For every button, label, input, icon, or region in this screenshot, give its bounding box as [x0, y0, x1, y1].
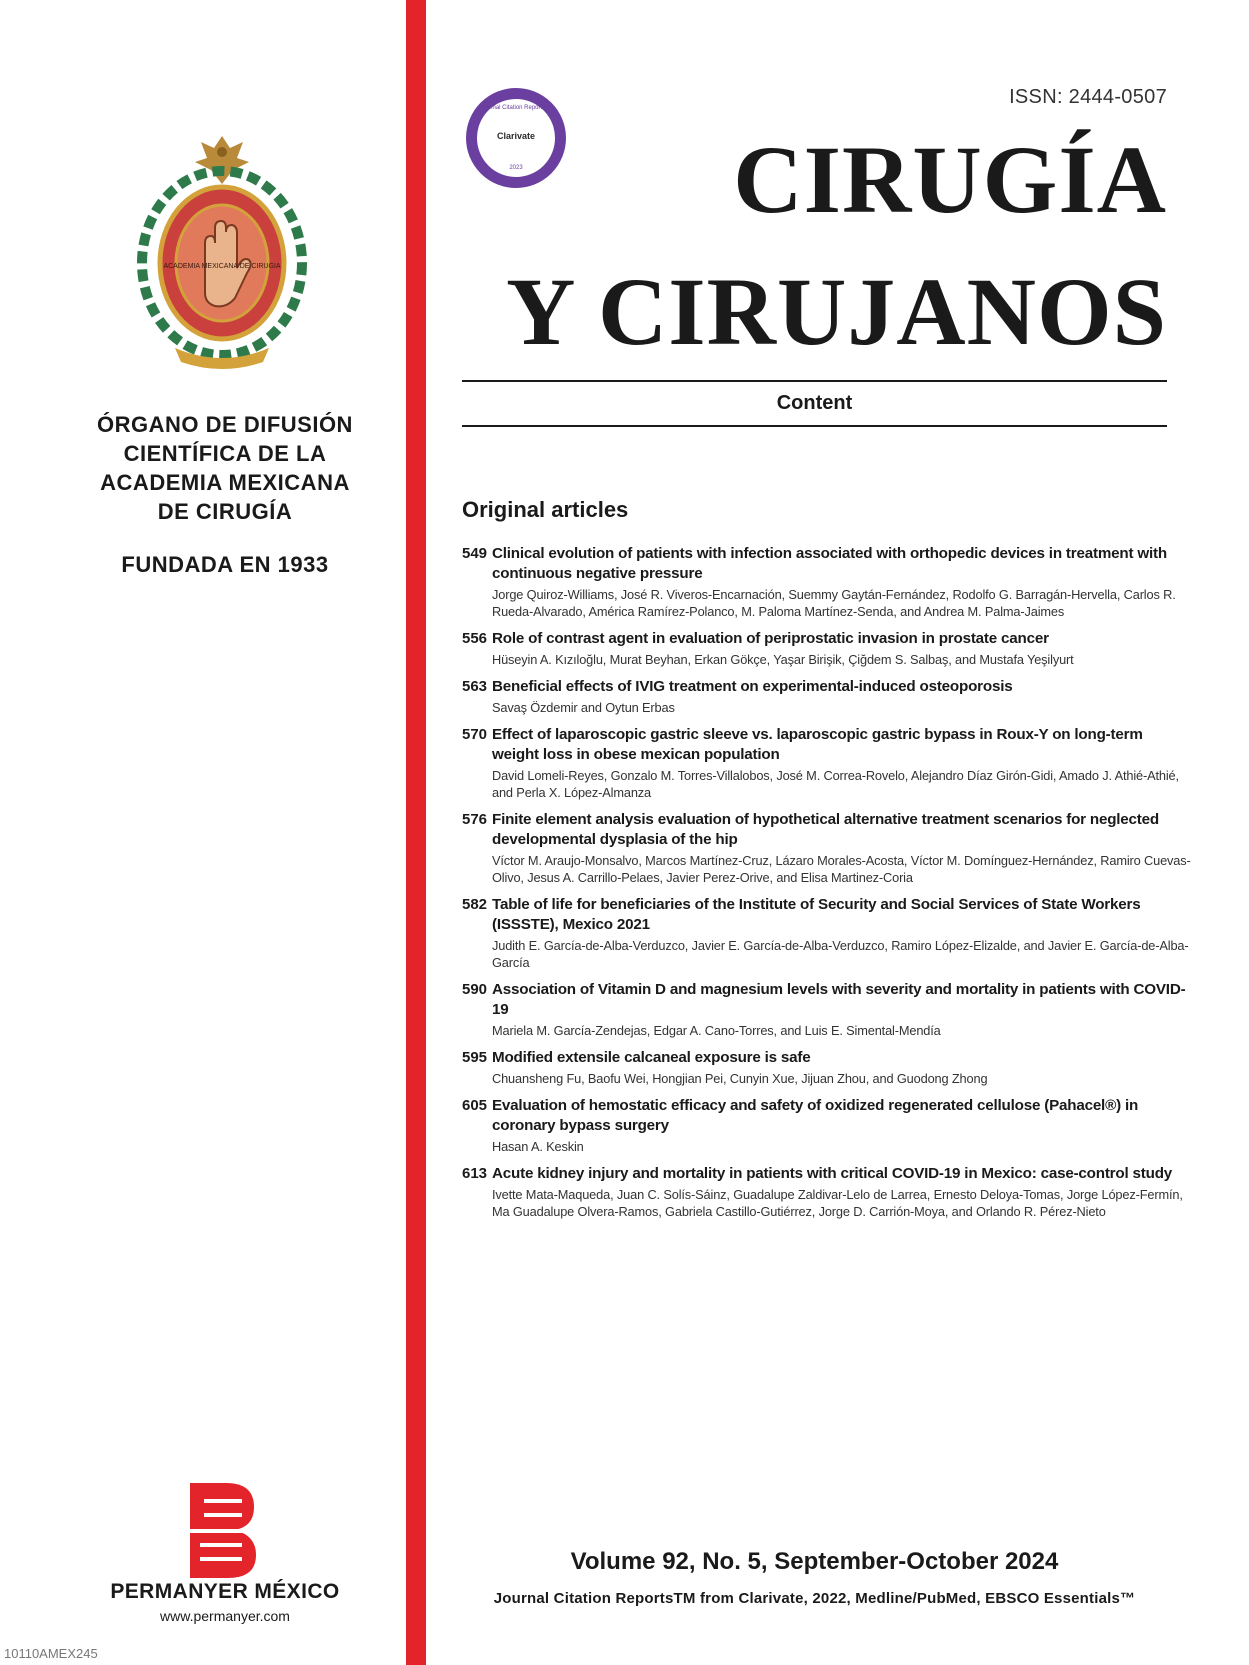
article-page: 576 — [462, 811, 488, 828]
article-page: 605 — [462, 1097, 488, 1114]
article-item — [462, 1096, 1192, 1155]
article-item — [462, 1164, 1192, 1220]
article-page: 595 — [462, 1049, 488, 1066]
publisher-name: PERMANYER MÉXICO — [110, 1580, 340, 1603]
volume-info: Volume 92, No. 5, September-October 2024 — [570, 1548, 1059, 1575]
permanyer-logo-icon — [190, 1483, 256, 1578]
organ-line: DE CIRUGÍA — [157, 499, 293, 524]
article-item — [462, 725, 1192, 801]
article-page: 613 — [462, 1165, 488, 1182]
article-authors: Judith E. García-de-Alba-Verduzco, Javier E. García-de-Alba-Verduzco, Ramiro López-Elizalde, and Javier E. García-de-Alba-García — [492, 938, 1189, 970]
jcr-badge — [466, 88, 566, 188]
article-title: Table of life for beneficiaries of the Institute of Security and Social Services of State Workers (ISSSTE), Mexico 2021 — [492, 896, 1141, 933]
badge-brand: Clarivate — [496, 131, 536, 141]
article-title: Acute kidney injury and mortality in patients with critical COVID-19 in Mexico: case-control study — [492, 1165, 1173, 1182]
article-page: 549 — [462, 545, 488, 562]
article-item — [462, 1048, 1192, 1087]
article-item — [462, 980, 1192, 1039]
article-item — [462, 544, 1192, 620]
cover-code: 10110AMEX245 — [4, 1646, 98, 1661]
organ-line: ACADEMIA MEXICANA — [100, 470, 350, 495]
organ-line: ÓRGANO DE DIFUSIÓN — [97, 412, 353, 437]
bottom-rule — [462, 425, 1167, 427]
article-page: 582 — [462, 896, 488, 913]
badge-ring-text: Journal Citation Reports™ — [480, 105, 552, 111]
article-authors: David Lomeli-Reyes, Gonzalo M. Torres-Villalobos, José M. Correa-Rovelo, Alejandro Díaz Girón-Gidi, Amado J. Athié-Athié, and Perla X. López-Almanza — [492, 768, 1179, 800]
article-authors: Víctor M. Araujo-Monsalvo, Marcos Martínez-Cruz, Lázaro Morales-Acosta, Víctor M. Domínguez-Hernández, Ramiro Cuevas-Olivo, Jesus A. Carrillo-Pelaes, Javier Perez-Orive, and Elisa Martinez-Coria — [492, 853, 1191, 885]
article-item — [462, 629, 1192, 668]
organ-line: CIENTÍFICA DE LA — [123, 441, 327, 466]
article-title: Effect of laparoscopic gastric sleeve vs. laparoscopic gastric bypass in Roux-Y on long-term weight loss in obese mexican population — [492, 726, 1143, 763]
seal-text: ACADEMIA MEXICANA DE CIRUGIA — [163, 263, 281, 270]
article-authors: Jorge Quiroz-Williams, José R. Viveros-Encarnación, Suemmy Gaytán-Fernández, Rodolfo G. Barragán-Hervella, Carlos R. Rueda-Alvarado, América Ramírez-Polanco, M. Paloma Martínez-Senda, and Andrea M. Palma-Jaimes — [492, 587, 1176, 619]
article-title: Finite element analysis evaluation of hypothetical alternative treatment scenarios for neglected developmental dysplasia of the hip — [492, 811, 1159, 848]
founded-year: FUNDADA EN 1933 — [121, 552, 329, 577]
badge-year: 2023 — [509, 165, 523, 171]
right-panel — [426, 0, 1249, 1665]
journal-title-line2: Y CIRUJANOS — [506, 258, 1167, 365]
article-item — [462, 810, 1192, 886]
article-item — [462, 677, 1192, 716]
article-authors: Chuansheng Fu, Baofu Wei, Hongjian Pei, Cunyin Xue, Jijuan Zhou, and Guodong Zhong — [492, 1071, 988, 1086]
article-page: 570 — [462, 726, 488, 743]
article-page: 563 — [462, 678, 488, 695]
article-authors: Hüseyin A. Kızıloğlu, Murat Beyhan, Erkan Gökçe, Yaşar Birişik, Çiğdem S. Salbaş, and Mustafa Yeşilyurt — [492, 652, 1074, 667]
article-title: Beneficial effects of IVIG treatment on experimental-induced osteoporosis — [492, 678, 1013, 695]
article-title: Evaluation of hemostatic efficacy and safety of oxidized regenerated cellulose (Pahacel®) in coronary bypass surgery — [492, 1097, 1139, 1134]
article-title: Association of Vitamin D and magnesium levels with severity and mortality in patients with COVID-19 — [492, 981, 1186, 1018]
publisher-url: www.permanyer.com — [160, 1608, 290, 1624]
article-item — [462, 895, 1192, 971]
article-page: 556 — [462, 630, 488, 647]
article-authors: Savaş Özdemir and Oytun Erbas — [492, 700, 675, 715]
academy-seal-icon — [135, 128, 310, 373]
article-authors: Ivette Mata-Maqueda, Juan C. Solís-Sáinz, Guadalupe Zaldivar-Lelo de Larrea, Ernesto Deloya-Tomas, Jorge López-Fermín, Ma Guadalupe Olvera-Ramos, Gabriela Castillo-Gutiérrez, Jorge D. Carrión-Moya, and Orlando R. Pérez-Nieto — [492, 1187, 1183, 1219]
article-authors: Hasan A. Keskin — [492, 1139, 584, 1154]
article-page: 590 — [462, 981, 488, 998]
section-title: Original articles — [462, 497, 629, 522]
article-title: Modified extensile calcaneal exposure is safe — [492, 1049, 811, 1066]
left-panel — [0, 0, 406, 1665]
red-divider-bar — [406, 0, 426, 1665]
journal-title-line1: CIRUGÍA — [733, 126, 1167, 233]
content-label: Content — [776, 392, 853, 414]
top-rule — [462, 380, 1167, 382]
article-list — [462, 544, 1192, 1229]
indexing-info: Journal Citation ReportsTM from Clarivate, 2022, Medline/PubMed, EBSCO Essentials™ — [493, 1590, 1136, 1607]
issn: ISSN: 2444-0507 — [1009, 86, 1167, 108]
article-title: Clinical evolution of patients with infection associated with orthopedic devices in treatment with continuous negative pressure — [492, 545, 1167, 582]
article-title: Role of contrast agent in evaluation of periprostatic invasion in prostate cancer — [492, 630, 1049, 647]
article-authors: Mariela M. García-Zendejas, Edgar A. Cano-Torres, and Luis E. Simental-Mendía — [492, 1023, 941, 1038]
organ-statement — [40, 410, 410, 526]
